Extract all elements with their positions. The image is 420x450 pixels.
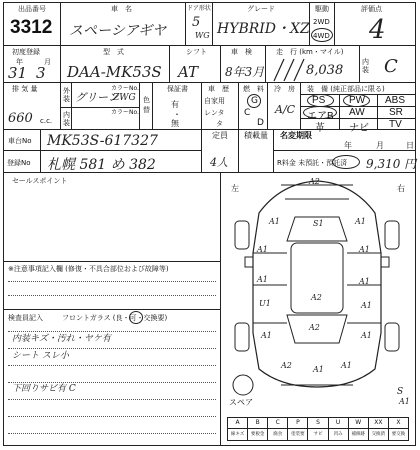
nameplate-box (273, 129, 416, 151)
warranty-no: 無 (171, 119, 179, 128)
drive-2wd: 2WD (313, 18, 330, 26)
eq-vline-2 (377, 94, 378, 129)
recycle-text: R料金 未預託・預託済 (277, 159, 348, 167)
windshield-label: フロントガラス (良・可・交換要) (62, 314, 168, 322)
color-change-box (139, 82, 153, 130)
windshield-good-circle (129, 311, 143, 324)
interior-box (359, 45, 416, 83)
sales-point-label: セールスポイント (12, 177, 68, 185)
fuel-mark-g: G (251, 96, 258, 106)
damage-mark-10: A1 (359, 277, 370, 286)
shift-value: AT (178, 63, 199, 81)
pw-circle (343, 94, 370, 107)
lot-number-value: 3312 (10, 17, 53, 38)
vin-value: MK53S-617327 (47, 133, 158, 149)
drive-label: 駆動 (315, 5, 329, 13)
mileage-box (265, 45, 360, 83)
car-name-value: スペーシアギヤ (69, 23, 167, 39)
first-reg-box (3, 45, 61, 83)
damage-mark-5: A1 (257, 245, 268, 254)
inspector-note-2: シート スレ小 (12, 351, 69, 361)
fuel-label: 燃 料 (243, 85, 264, 93)
damage-mark-11: A1 (361, 301, 372, 310)
equipment-label: 装 備 (純正部品に限る) (307, 85, 385, 93)
damage-mark-17: A1 (341, 361, 352, 370)
legend-meaning: 線キズ (230, 432, 245, 437)
nameplate-label: 名変期限 (280, 131, 312, 140)
damage-mark-15: A2 (281, 361, 292, 370)
damage-mark-16: A1 (313, 365, 324, 374)
color-change-label: 色替 (143, 96, 150, 114)
capacity-label: 定員 (212, 131, 228, 140)
history-label: 車 歴 (208, 85, 229, 93)
load-box (238, 129, 274, 173)
car-name-label: 車 名 (111, 5, 132, 13)
legend-meaning: 要板金 (250, 432, 265, 437)
legend-column (348, 418, 368, 440)
inspector-note-3: 下回りサビ有 C (12, 384, 76, 394)
legend-meaning: 交換済 (371, 432, 386, 437)
equipment-abs: ABS (385, 95, 406, 106)
equipment-navi: ナビ (349, 123, 369, 134)
eq-vline-1 (339, 94, 340, 129)
exterior-color-value: グリーン (75, 91, 119, 104)
nameplate-day: 日 (406, 141, 414, 150)
drive-4wd: 4WD (313, 32, 330, 40)
capacity-label-box (201, 129, 239, 173)
lot-number-box (3, 2, 61, 46)
warranty-box (152, 82, 202, 130)
legend-code: C (268, 418, 287, 429)
damage-mark-13: A1 (261, 331, 272, 340)
fuel-mark-c: C (244, 108, 251, 118)
equipment-tv: TV (389, 119, 402, 130)
inspector-label: 検査員記入 (8, 314, 43, 322)
spare-label: スペア (229, 398, 253, 407)
displacement-unit: c.c. (40, 117, 53, 125)
damage-diagram-panel (220, 172, 416, 446)
damage-mark-4: A1 (355, 217, 366, 226)
month-unit: 月 (44, 58, 51, 66)
color-col-divider (71, 83, 72, 129)
drive-box (309, 2, 335, 46)
legend-meaning: 要交換 (391, 432, 406, 437)
displacement-label: 排 気 量 (12, 85, 38, 93)
capacity-value: 4人 (210, 156, 228, 169)
score-label: 評価点 (361, 5, 382, 13)
inspection-label: 車 検 (231, 48, 252, 56)
legend-meaning: サビ (313, 432, 323, 437)
damage-mark-1: A2 (309, 177, 320, 186)
inspector-note-1: 内装キズ・汚れ・ヤケ有 (12, 334, 111, 344)
first-reg-year: 31 (8, 64, 28, 82)
warranty-label: 保証書 (167, 85, 188, 93)
inspection-value: 8年3月 (225, 65, 265, 79)
reg-value: 札幌 581 め 382 (47, 157, 156, 173)
legend-code: W (349, 418, 368, 429)
notes-dots-1 (8, 281, 216, 282)
color-divider (61, 107, 139, 108)
damage-mark-9: U1 (259, 299, 271, 308)
door-label: ドア形状 (187, 5, 211, 12)
score-value: 4 (369, 15, 386, 45)
fuel-box (238, 82, 268, 130)
drive-4wd-circle (311, 28, 333, 42)
grade-box (212, 2, 310, 46)
history-option-2: レンタ (204, 109, 225, 117)
legend-column (228, 418, 247, 440)
interior-color-label: 内装 (63, 111, 70, 127)
notes-dots-2 (8, 295, 216, 296)
legend-meaning: 凹み (333, 432, 343, 437)
recycle-deposited-circle (332, 155, 360, 169)
ac-label: 冷 房 (274, 85, 295, 93)
damage-legend (227, 417, 409, 441)
door-sub: WG (195, 31, 210, 40)
inspector-top-line (4, 309, 220, 310)
year-unit: 年 (16, 58, 23, 66)
interior-value: C (384, 56, 398, 77)
legend-meaning: 塗装要 (291, 432, 305, 437)
equipment-ps: PS (312, 95, 326, 106)
vin-label-box (3, 129, 41, 151)
shift-label: シフト (186, 48, 207, 56)
equipment-pw: PW (349, 95, 366, 106)
remarks-panel (3, 172, 221, 446)
legend-column (287, 418, 307, 440)
legend-code: A (228, 418, 247, 429)
legend-column (247, 418, 267, 440)
legend-code: P (288, 418, 307, 429)
legend-column (307, 418, 327, 440)
inspector-dots-7 (8, 433, 216, 434)
legend-code: U (329, 418, 348, 429)
legend-column (368, 418, 388, 440)
equipment-sr: SR (389, 107, 403, 118)
mileage-value: 8,038 (306, 63, 344, 78)
damage-mark-8: A1 (257, 275, 268, 284)
legend-grid (228, 418, 408, 440)
equipment-aw: AW (349, 107, 365, 118)
car-name-box (60, 2, 186, 46)
vin-box (40, 129, 202, 151)
history-option-3: タ (216, 120, 223, 128)
mileage-strike-icon (270, 57, 310, 83)
interior-label: 内装 (362, 58, 369, 74)
legend-meaning: 腐食 (273, 432, 283, 437)
model-box (60, 45, 170, 83)
inspector-dots-3 (8, 365, 216, 366)
equipment-leather: 革 (315, 123, 325, 134)
inspector-dots-6 (8, 416, 216, 417)
warranty-dot: ・ (173, 110, 181, 119)
vin-label: 車台No (8, 137, 32, 145)
inspection-box (220, 45, 266, 83)
door-value: 5 (192, 15, 201, 30)
model-label: 型 式 (103, 48, 124, 56)
color-no-label: カラーNo. (111, 85, 139, 92)
legend-code: B (248, 418, 267, 429)
recycle-amount: 9,310 円 (366, 157, 417, 171)
recycle-box (273, 150, 416, 173)
reg-label-box (3, 150, 41, 173)
damage-mark-2: A1 (269, 217, 280, 226)
mileage-label: 走 行 (km・マイル) (276, 48, 344, 56)
shift-box (169, 45, 221, 83)
legend-column (328, 418, 348, 440)
lot-number-label: 出品番号 (18, 5, 46, 13)
fuel-mark-d: D (257, 118, 264, 128)
grade-value: HYBRID・XZ (217, 21, 310, 37)
legend-column (388, 418, 408, 440)
history-option-1: 自家用 (204, 97, 225, 105)
notes-label: ※注意事項記入欄 (修復・不具合部位および故障等) (8, 265, 169, 273)
warranty-yes: 有 (171, 100, 179, 109)
color-box (60, 82, 140, 130)
exterior-color-label: 外装 (63, 87, 70, 103)
legend-code: X (389, 418, 408, 429)
inspector-dots-5 (8, 399, 216, 400)
legend-code: XX (369, 418, 388, 429)
damage-mark-3: S1 (313, 219, 324, 228)
reg-label: 登録No (7, 159, 31, 167)
legend-code: S (308, 418, 327, 429)
displacement-value: 660 (8, 111, 33, 126)
grade-label: グレード (247, 5, 275, 13)
damage-mark-7: A2 (311, 293, 322, 302)
history-box (201, 82, 239, 130)
equipment-airbag: エアB (307, 111, 334, 122)
reg-box (40, 150, 202, 173)
nameplate-year: 年 (344, 141, 352, 150)
first-reg-label: 初度登録 (12, 48, 40, 56)
fuel-g-circle (247, 94, 261, 108)
legend-meaning: 補修跡 (351, 432, 365, 437)
damage-mark-19: A1 (399, 397, 410, 406)
damage-mark-18: S (397, 387, 404, 397)
damage-mark-14: A1 (361, 331, 372, 340)
damage-mark-12: A2 (309, 323, 320, 332)
diagram-left-label: 左 (231, 184, 239, 193)
color-no-label-2: カラーNo. (111, 109, 139, 116)
displacement-box (3, 82, 61, 130)
equipment-box (300, 82, 416, 134)
auction-sheet (3, 2, 416, 446)
score-box (334, 2, 416, 46)
door-box (185, 2, 213, 46)
damage-mark-6: A1 (359, 245, 370, 254)
notes-top-line (4, 261, 220, 262)
legend-column (267, 418, 287, 440)
ac-value: A/C (275, 103, 296, 116)
airbag-circle (303, 106, 337, 119)
nameplate-month: 月 (376, 141, 384, 150)
ac-box (267, 82, 301, 130)
load-label: 積載量 (244, 131, 268, 140)
diagram-right-label: 右 (397, 184, 405, 193)
first-reg-month: 3 (36, 64, 46, 82)
color-no-value: ZWG (113, 93, 136, 103)
model-value: DAA-MK53S (67, 63, 162, 81)
